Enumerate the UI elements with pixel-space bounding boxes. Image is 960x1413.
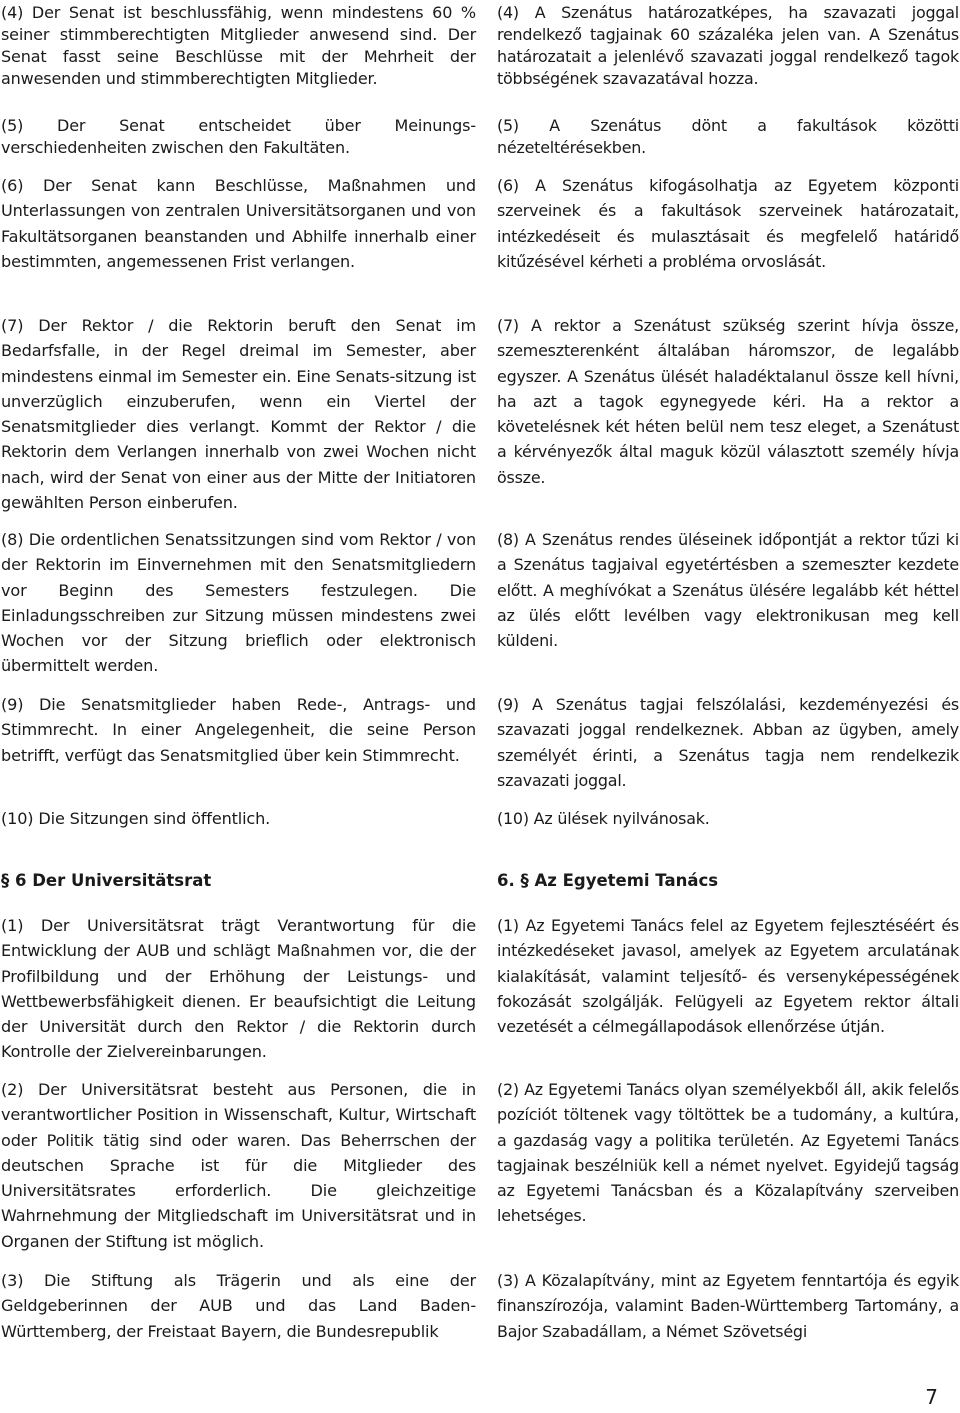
de-section-symbol: § — [1, 871, 10, 890]
hu-section-symbol: § — [520, 871, 529, 890]
hu-paragraph-8: (8) A Szenátus rendes üléseinek időpontját a rektor tűzi ki a Szenátus tagjaival egyetértésben a szemeszter kezdete előtt. A meghívókat a Szenátus ülésére legalább két héttel az ülés előtt levélben vagy elektronikusan meg kell küldeni. — [497, 530, 959, 651]
de-section-paragraph-1: (1) Der Universitätsrat trägt Verantwortung für die Entwicklung der AUB und schlägt Maßnahmen vor, die der Profilbildung und der Erhöhung der Leistungs- und Wettbewerbsfähigkeit dienen. Er beaufsichtigt die Leitung der Universität durch den Rektor / die Rektorin durch Kontrolle der Zielvereinbarungen. — [1, 916, 476, 1062]
de-section-paragraph-3: (3) Die Stiftung als Trägerin und als eine der Geldgeberinnen der AUB und das Land Baden-Württemberg, der Freistaat Bayern, die Bundesrepublik — [1, 1271, 476, 1341]
hu-paragraph-9: (9) A Szenátus tagjai felszólalási, kezdeményezési és szavazati joggal rendelkeznek. Abban az ügyben, amely személyét érinti, a Szenátus tagja nem rendelkezik szavazati joggal. — [497, 695, 959, 790]
hu-paragraph-6: (6) A Szenátus kifogásolhatja az Egyetem központi szerveinek és a fakultások szerveinek határozatait, intézkedéseit és mulasztásait és megfelelő határidő kitűzésével kérheti a probléma orvoslását. — [497, 176, 959, 271]
hu-section-paragraph-3: (3) A Közalapítvány, mint az Egyetem fenntartója és egyik finanszírozója, valamint Baden-Württemberg Tartomány, a Bajor Szabadállam, a Német Szövetségi — [497, 1271, 959, 1341]
hu-paragraph-5: (5) A Szenátus dönt a fakultások közötti nézeteltérésekben. — [497, 116, 959, 157]
de-paragraph-4: (4) Der Senat ist beschlussfähig, wenn mindestens 60 % seiner stimmberechtigten Mitglieder anwesend sind. Der Senat fasst seine Beschlüsse mit der Mehrheit der anwesenden und stimmberechtigten Mitglieder. — [1, 3, 476, 88]
hu-section-number: 6. — [497, 871, 521, 890]
hu-section-heading — [497, 870, 959, 892]
de-paragraph-10: (10) Die Sitzungen sind öffentlich. — [1, 809, 271, 828]
hu-section-title: Az Egyetemi Tanács — [528, 871, 719, 890]
de-paragraph-8: (8) Die ordentlichen Senatssitzungen sind vom Rektor / von der Rektorin im Einvernehmen mit den Senatsmitgliedern vor Beginn des Semesters festzulegen. Die Einladungsschreiben zur Sitzung müssen mindestens zwei Wochen vor der Sitzung brieflich oder elektronisch übermittelt werden. — [1, 530, 476, 676]
page-number: 7 — [925, 1385, 938, 1409]
hu-section-paragraph-1: (1) Az Egyetemi Tanács felel az Egyetem fejlesztéséért és intézkedéseket javasol, amelyek az Egyetem arculatának kialakítását, valamint teljesítő- és versenyképességének fokozását szolgálják. Felügyeli az Egyetem rektor általi vezetését a célmegállapodások ellenőrzése útján. — [497, 916, 959, 1037]
de-section-heading — [1, 870, 476, 892]
hu-paragraph-7: (7) A rektor a Szenátust szükség szerint hívja össze, szemeszterenként általában háromszor, de legalább egyszer. A Szenátus ülését haladéktalanul össze kell hívni, ha azt a tagok egynegyede kéri. Ha a rektor a követelésnek két héten belül nem tesz eleget, a Szenátust a kérvényezők által maguk közül választott személy hívja össze. — [497, 316, 959, 487]
hu-paragraph-10: (10) Az ülések nyilvánosak. — [497, 809, 710, 828]
de-paragraph-7: (7) Der Rektor / die Rektorin beruft den Senat im Bedarfsfalle, in der Regel dreimal im Semester, aber mindestens einmal im Semester ein. Eine Senats-sitzung ist unverzüglich einzuberufen, wenn ein Viertel der Senatsmitglieder dies verlangt. Kommt der Rektor / die Rektorin dem Verlangen innerhalb von zwei Wochen nicht nach, wird der Senat von einer aus der Mitte der Initiatoren gewählten Person einberufen. — [1, 316, 476, 513]
de-paragraph-5: (5) Der Senat entscheidet über Meinungs-verschiedenheiten zwischen den Fakultäten. — [1, 116, 476, 157]
de-section-title: 6 Der Universitätsrat — [9, 871, 212, 890]
de-paragraph-6: (6) Der Senat kann Beschlüsse, Maßnahmen und Unterlassungen von zentralen Universitätsorganen und von Fakultätsorganen beanstanden und Abhilfe innerhalb einer bestimmten, angemessenen Frist verlangen. — [1, 176, 476, 271]
hu-section-paragraph-2: (2) Az Egyetemi Tanács olyan személyekből áll, akik felelős pozíciót töltenek vagy töltöttek be a tudomány, a kultúra, a gazdaság vagy a politika területén. Az Egyetemi Tanács tagjainak beszélniük kell a német nyelvet. Egyidejű tagság az Egyetemi Tanácsban és a Közalapítvány szerveiben lehetséges. — [497, 1080, 959, 1226]
de-paragraph-9: (9) Die Senatsmitglieder haben Rede-, Antrags- und Stimmrecht. In einer Angelegenheit, die seine Person betrifft, verfügt das Senatsmitglied über kein Stimmrecht. — [1, 695, 476, 765]
hu-paragraph-4: (4) A Szenátus határozatképes, ha szavazati joggal rendelkező tagjainak 60 százaléka jelen van. A Szenátus határozatait a jelenlévő szavazati joggal rendelkező tagok többségének szavazatával hozza. — [497, 3, 959, 88]
de-section-paragraph-2: (2) Der Universitätsrat besteht aus Personen, die in verantwortlicher Position in Wissenschaft, Kultur, Wirtschaft oder Politik tätig sind oder waren. Das Beherrschen der deutschen Sprache ist für die Mitglieder des Universitätsrates erforderlich. Die gleichzeitige Wahrnehmung der Mitgliedschaft im Universitätsrat und in Organen der Stiftung ist möglich. — [1, 1080, 476, 1251]
